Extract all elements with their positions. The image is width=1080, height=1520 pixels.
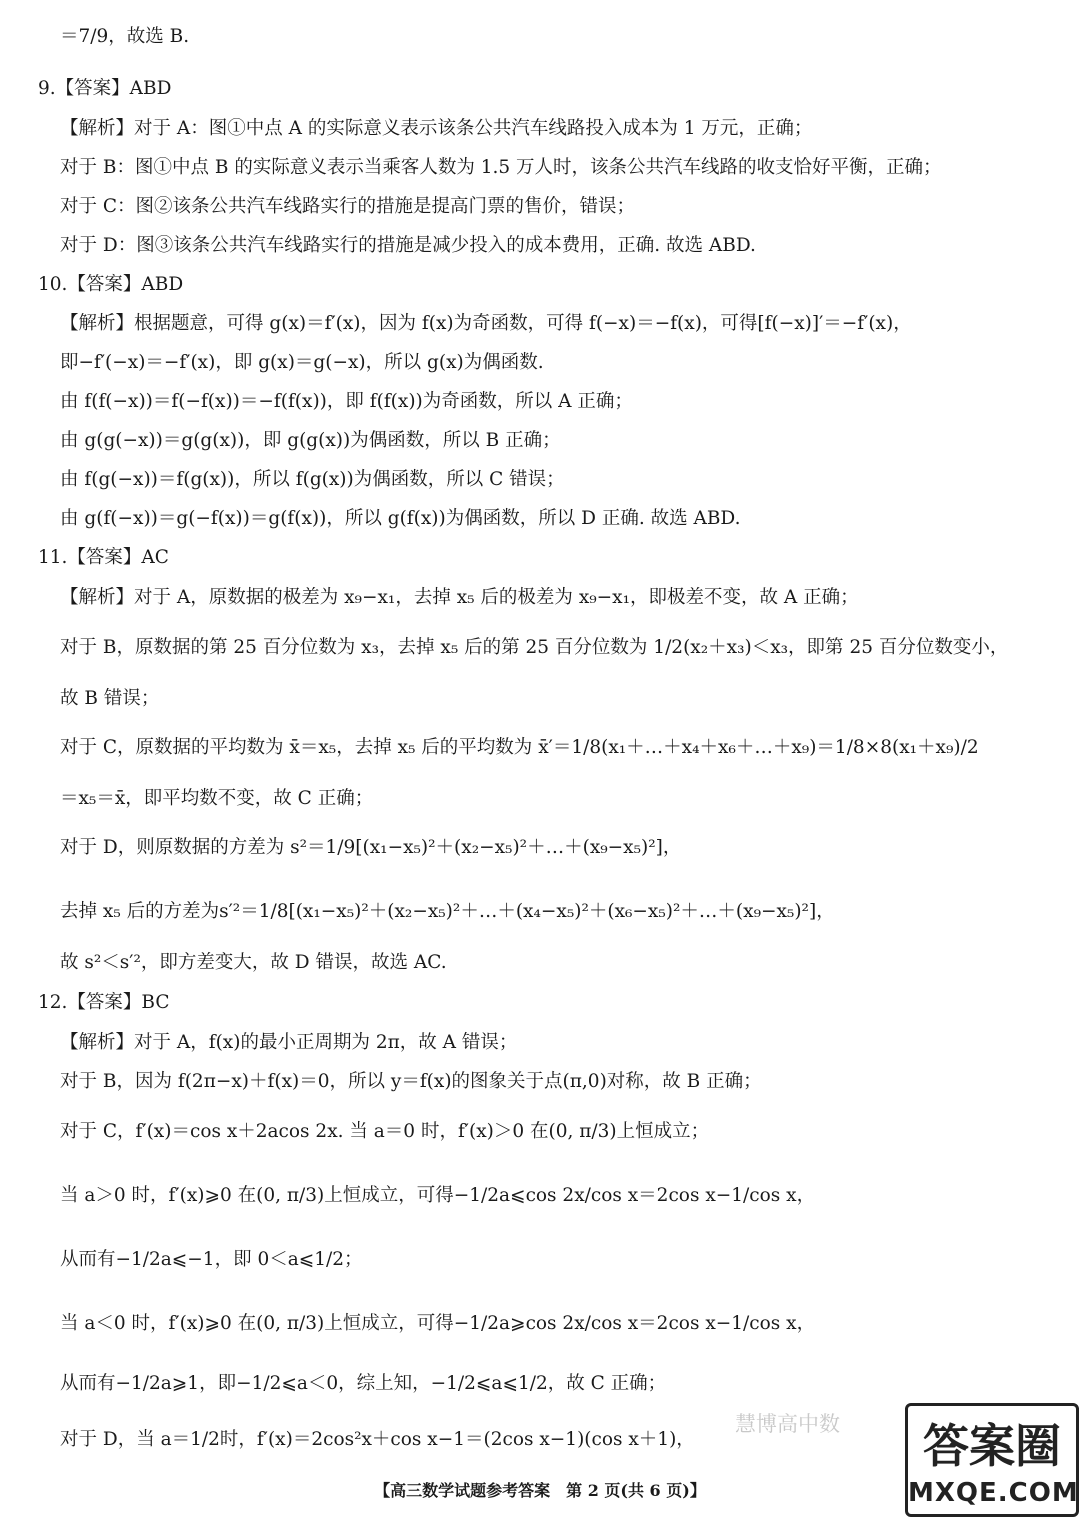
line: 由 g(g(−x))＝g(g(x))，即 g(g(x))为偶函数，所以 B 正确； bbox=[60, 430, 561, 451]
line: 故 B 错误； bbox=[60, 688, 160, 709]
watermark-text: 慧博高中数 bbox=[735, 1412, 840, 1436]
line: 【解析】根据题意，可得 g(x)＝f′(x)，因为 f(x)为奇函数，可得 f(−x)＝−f(x)，可得[f(−x)]′＝−f′(x)， bbox=[60, 313, 912, 334]
line: 去掉 x₅ 后的方差为s′²＝1/8[(x₁−x₅)²＋(x₂−x₅)²＋…＋(x₄−x₅)²＋(x₆−x₅)²＋…＋(x₉−x₅)²]， bbox=[60, 901, 835, 922]
line: 对于 C：图②该条公共汽车线路实行的措施是提高门票的售价，错误； bbox=[60, 196, 636, 217]
answer-heading: 10.【答案】ABD bbox=[38, 274, 184, 295]
answer-heading: 12.【答案】BC bbox=[38, 992, 170, 1013]
line: 【解析】对于 A，f(x)的最小正周期为 2π，故 A 错误； bbox=[60, 1032, 518, 1053]
line: 对于 C，原数据的平均数为 x̄＝x₅，去掉 x₅ 后的平均数为 x̄′＝1/8(x₁＋…＋x₄＋x₆＋…＋x₉)＝1/8×8(x₁＋x₉)/2 bbox=[60, 737, 979, 758]
line: 故 s²＜s′²，即方差变大，故 D 错误，故选 AC. bbox=[60, 952, 447, 973]
line: 从而有−1/2a⩾1，即−1/2⩽a＜0，综上知，−1/2⩽a⩽1/2，故 C 正确； bbox=[60, 1373, 667, 1394]
line: ＝x₅＝x̄，即平均数不变，故 C 正确； bbox=[60, 788, 374, 809]
line: 对于 D，则原数据的方差为 s²＝1/9[(x₁−x₅)²＋(x₂−x₅)²＋…＋(x₉−x₅)²]， bbox=[60, 837, 682, 858]
line: 对于 C，f′(x)＝cos x＋2acos 2x. 当 a＝0 时，f′(x)＞0 在(0, π/3)上恒成立； bbox=[60, 1121, 710, 1142]
answer-heading: 11.【答案】AC bbox=[38, 547, 169, 568]
line: 即−f′(−x)＝−f′(x)，即 g(x)＝g(−x)，所以 g(x)为偶函数. bbox=[60, 352, 544, 373]
line: 由 f(f(−x))＝f(−f(x))＝−f(f(x))，即 f(f(x))为奇函数，所以 A 正确； bbox=[60, 391, 633, 412]
line: 【解析】对于 A：图①中点 A 的实际意义表示该条公共汽车线路投入成本为 1 万元，正确； bbox=[60, 118, 813, 139]
page-footer: 【高三数学试题参考答案 第 2 页(共 6 页)】 bbox=[374, 1481, 706, 1500]
line: 由 f(g(−x))＝f(g(x))，所以 f(g(x))为偶函数，所以 C 错误； bbox=[60, 469, 565, 490]
line: 由 g(f(−x))＝g(−f(x))＝g(f(x))，所以 g(f(x))为偶函数，所以 D 正确. 故选 ABD. bbox=[60, 508, 741, 529]
line: 对于 B，因为 f(2π−x)＋f(x)＝0，所以 y＝f(x)的图象关于点(π,0)对称，故 B 正确； bbox=[60, 1071, 762, 1092]
line: ＝7/9，故选 B. bbox=[60, 26, 190, 47]
line: 对于 B，原数据的第 25 百分位数为 x₃，去掉 x₅ 后的第 25 百分位数为 1/2(x₂＋x₃)＜x₃，即第 25 百分位数变小， bbox=[60, 637, 1009, 658]
watermark-logo-big: 答案圈 bbox=[923, 1419, 1061, 1473]
line: 当 a＜0 时，f′(x)⩾0 在(0, π/3)上恒成立，可得−1/2a⩾cos 2x/cos x＝2cos x−1/cos x， bbox=[60, 1313, 816, 1334]
line: 对于 D，当 a＝1/2时，f′(x)＝2cos²x＋cos x−1＝(2cos x−1)(cos x＋1)， bbox=[60, 1429, 695, 1450]
line: 对于 D：图③该条公共汽车线路实行的措施是减少投入的成本费用，正确. 故选 ABD. bbox=[60, 235, 756, 256]
watermark-logo-small: MXQE.COM bbox=[908, 1478, 1079, 1508]
line: 当 a＞0 时，f′(x)⩾0 在(0, π/3)上恒成立，可得−1/2a⩽cos 2x/cos x＝2cos x−1/cos x， bbox=[60, 1185, 816, 1206]
line: 从而有−1/2a⩽−1，即 0＜a⩽1/2； bbox=[60, 1249, 363, 1270]
answer-heading: 9.【答案】ABD bbox=[38, 78, 172, 99]
line: 对于 B：图①中点 B 的实际意义表示当乘客人数为 1.5 万人时，该条公共汽车线路的收支恰好平衡，正确； bbox=[60, 157, 942, 178]
line: 【解析】对于 A，原数据的极差为 x₉−x₁，去掉 x₅ 后的极差为 x₉−x₁，即极差不变，故 A 正确； bbox=[60, 587, 859, 608]
